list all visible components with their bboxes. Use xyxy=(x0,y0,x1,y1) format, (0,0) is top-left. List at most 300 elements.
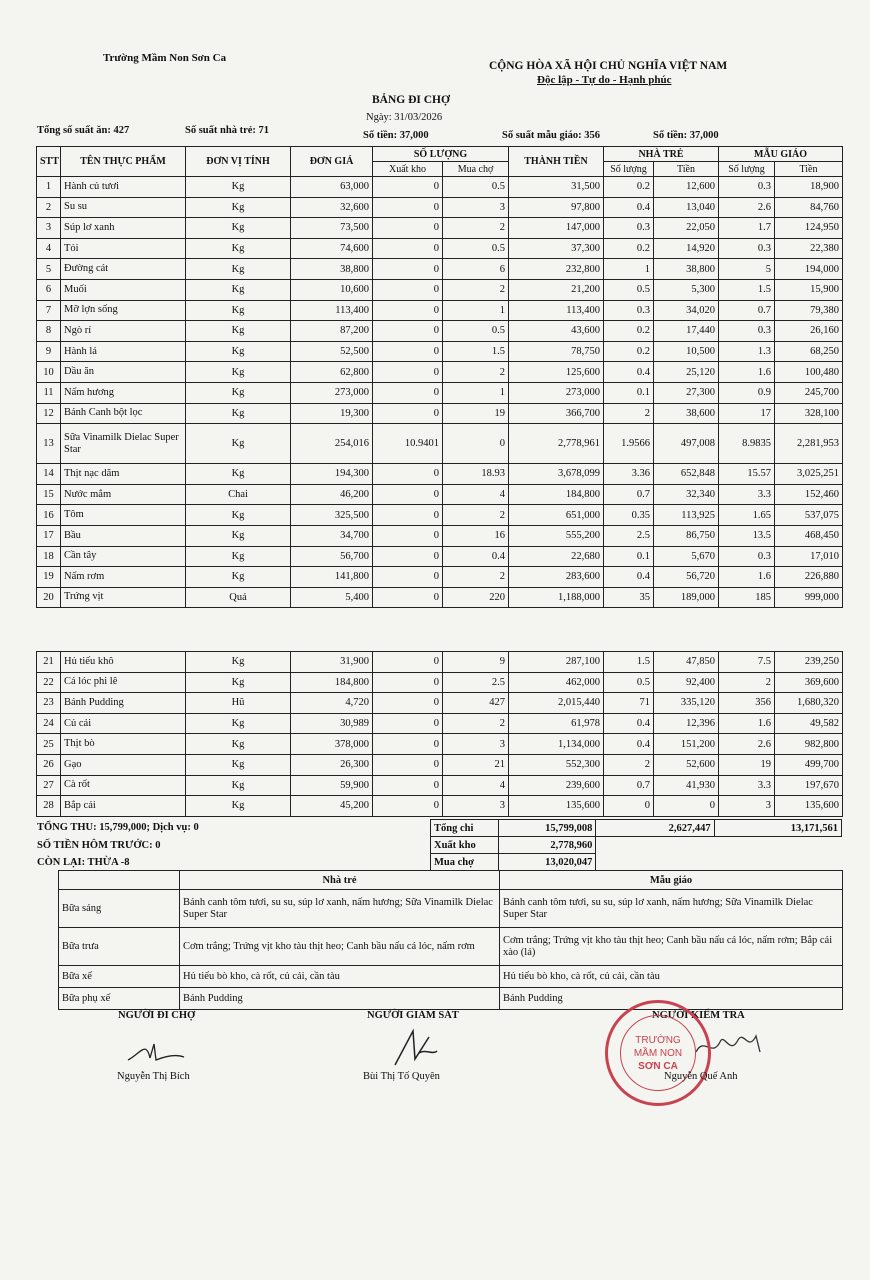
row-stt: 8 xyxy=(37,321,61,342)
row-xuatkho: 0 xyxy=(373,382,443,403)
col-nhatre: NHÀ TRẺ xyxy=(604,147,719,162)
row-nt-qty: 2.5 xyxy=(604,525,654,546)
row-name: Củ cải xyxy=(61,713,186,734)
row-unit: Kg xyxy=(186,218,291,239)
table-row xyxy=(37,693,843,714)
row-total: 239,600 xyxy=(509,775,604,796)
row-price: 141,800 xyxy=(291,567,373,588)
row-stt: 19 xyxy=(37,567,61,588)
row-nt-qty: 0.2 xyxy=(604,177,654,198)
nhatre-price: Số tiền: 37,000 xyxy=(363,130,429,141)
row-muacho: 0.4 xyxy=(443,546,509,567)
tongthu: TỔNG THU: 15,799,000; Dịch vụ: 0 xyxy=(37,822,199,833)
row-nt-money: 151,200 xyxy=(654,734,719,755)
row-xuatkho: 0 xyxy=(373,403,443,424)
row-mg-money: 84,760 xyxy=(775,197,843,218)
row-price: 5,400 xyxy=(291,587,373,608)
row-price: 378,000 xyxy=(291,734,373,755)
row-total: 147,000 xyxy=(509,218,604,239)
col-unit: ĐƠN VỊ TÍNH xyxy=(186,147,291,177)
row-total: 184,800 xyxy=(509,484,604,505)
row-price: 4,720 xyxy=(291,693,373,714)
row-stt: 9 xyxy=(37,341,61,362)
row-mg-qty: 1.5 xyxy=(719,279,775,300)
row-price: 59,900 xyxy=(291,775,373,796)
menu-row xyxy=(59,988,843,1010)
row-mg-money: 3,025,251 xyxy=(775,464,843,485)
row-stt: 2 xyxy=(37,197,61,218)
table-row xyxy=(37,424,843,464)
row-mg-qty: 3.3 xyxy=(719,484,775,505)
row-stt: 7 xyxy=(37,300,61,321)
row-nt-qty: 2 xyxy=(604,754,654,775)
col-xuatkho: Xuất kho xyxy=(373,162,443,177)
row-name: Sữa Vinamilk Dielac Super Star xyxy=(61,424,186,464)
row-unit: Kg xyxy=(186,259,291,280)
row-muacho: 2 xyxy=(443,218,509,239)
row-mg-money: 194,000 xyxy=(775,259,843,280)
row-total: 78,750 xyxy=(509,341,604,362)
row-muacho: 0 xyxy=(443,424,509,464)
row-stt: 14 xyxy=(37,464,61,485)
xuatkho-value: 2,778,960 xyxy=(498,837,596,854)
row-name: Cà rốt xyxy=(61,775,186,796)
menu-meal: Bữa trưa xyxy=(59,928,180,966)
stamp-line3: SƠN CA xyxy=(638,1060,678,1072)
menu-nhatre: Bánh canh tôm tươi, su su, súp lơ xanh, nấm hương; Sữa Vinamilk Dielac Super Star xyxy=(180,890,500,928)
row-muacho: 0.5 xyxy=(443,177,509,198)
row-nt-money: 12,396 xyxy=(654,713,719,734)
row-muacho: 16 xyxy=(443,525,509,546)
row-mg-qty: 0.9 xyxy=(719,382,775,403)
row-nt-money: 25,120 xyxy=(654,362,719,383)
row-total: 61,978 xyxy=(509,713,604,734)
menu-maugiao: Bánh canh tôm tươi, su su, súp lơ xanh, nấm hương; Sữa Vinamilk Dielac Super Star xyxy=(500,890,843,928)
row-stt: 28 xyxy=(37,796,61,817)
row-total: 552,300 xyxy=(509,754,604,775)
col-qty: SỐ LƯỢNG xyxy=(373,147,509,162)
row-nt-money: 38,800 xyxy=(654,259,719,280)
row-price: 325,500 xyxy=(291,505,373,526)
country-name: CỘNG HÒA XÃ HỘI CHỦ NGHĨA VIỆT NAM xyxy=(489,60,728,72)
row-xuatkho: 0 xyxy=(373,652,443,673)
row-mg-money: 15,900 xyxy=(775,279,843,300)
col-price: ĐƠN GIÁ xyxy=(291,147,373,177)
row-price: 87,200 xyxy=(291,321,373,342)
row-price: 63,000 xyxy=(291,177,373,198)
row-xuatkho: 0 xyxy=(373,713,443,734)
row-nt-money: 497,008 xyxy=(654,424,719,464)
col-total: THÀNH TIỀN xyxy=(509,147,604,177)
xuatkho-label: Xuất kho xyxy=(431,837,499,854)
school-name: Trường Mầm Non Sơn Ca xyxy=(103,52,227,64)
row-unit: Quả xyxy=(186,587,291,608)
row-mg-qty: 19 xyxy=(719,754,775,775)
row-stt: 17 xyxy=(37,525,61,546)
row-unit: Kg xyxy=(186,341,291,362)
menu-nhatre: Cơm trắng; Trứng vịt kho tàu thịt heo; Canh bầu nấu cá lóc, nấm rơm xyxy=(180,928,500,966)
maugiao-total: 13,171,561 xyxy=(772,820,842,837)
row-mg-money: 239,250 xyxy=(775,652,843,673)
table-row xyxy=(37,713,843,734)
row-stt: 15 xyxy=(37,484,61,505)
menu-nhatre: Bánh Pudding xyxy=(180,988,500,1010)
row-mg-money: 468,450 xyxy=(775,525,843,546)
row-price: 254,016 xyxy=(291,424,373,464)
row-mg-qty: 8.9835 xyxy=(719,424,775,464)
row-unit: Kg xyxy=(186,197,291,218)
menu-meal: Bữa phụ xế xyxy=(59,988,180,1010)
row-total: 273,000 xyxy=(509,382,604,403)
row-nt-qty: 0.1 xyxy=(604,382,654,403)
row-unit: Kg xyxy=(186,546,291,567)
row-nt-money: 10,500 xyxy=(654,341,719,362)
table-row xyxy=(37,546,843,567)
row-mg-qty: 0.3 xyxy=(719,238,775,259)
row-nt-money: 27,300 xyxy=(654,382,719,403)
page-title: BẢNG ĐI CHỢ xyxy=(372,94,450,106)
row-muacho: 3 xyxy=(443,796,509,817)
row-nt-qty: 1 xyxy=(604,259,654,280)
row-stt: 20 xyxy=(37,587,61,608)
row-unit: Kg xyxy=(186,796,291,817)
maugiao-meals: Số suất mẫu giáo: 356 xyxy=(502,130,601,141)
row-xuatkho: 0 xyxy=(373,197,443,218)
row-nt-qty: 1.5 xyxy=(604,652,654,673)
muacho-label: Mua chợ xyxy=(431,854,499,871)
row-xuatkho: 0 xyxy=(373,775,443,796)
table-row xyxy=(37,652,843,673)
tongchi-value: 15,799,008 xyxy=(498,820,596,837)
row-unit: Kg xyxy=(186,424,291,464)
row-price: 73,500 xyxy=(291,218,373,239)
row-mg-qty: 13.5 xyxy=(719,525,775,546)
row-mg-qty: 1.6 xyxy=(719,362,775,383)
summary-table xyxy=(430,819,842,871)
school-stamp xyxy=(605,1000,711,1106)
row-name: Tỏi xyxy=(61,238,186,259)
food-table-part2 xyxy=(36,651,843,817)
row-total: 651,000 xyxy=(509,505,604,526)
row-total: 232,800 xyxy=(509,259,604,280)
menu-meal: Bữa sáng xyxy=(59,890,180,928)
row-name: Bánh Pudding xyxy=(61,693,186,714)
table-row xyxy=(37,525,843,546)
row-price: 31,900 xyxy=(291,652,373,673)
row-unit: Kg xyxy=(186,177,291,198)
table-row xyxy=(37,259,843,280)
col-nt-soluong: Số lượng xyxy=(604,162,654,177)
row-nt-qty: 0.7 xyxy=(604,775,654,796)
row-name: Nấm hương xyxy=(61,382,186,403)
row-muacho: 2 xyxy=(443,279,509,300)
table-row xyxy=(37,197,843,218)
menu-nhatre: Hủ tiếu bò kho, cà rốt, củ cải, cần tàu xyxy=(180,966,500,988)
row-stt: 10 xyxy=(37,362,61,383)
row-unit: Kg xyxy=(186,775,291,796)
row-stt: 13 xyxy=(37,424,61,464)
row-name: Súp lơ xanh xyxy=(61,218,186,239)
row-price: 10,600 xyxy=(291,279,373,300)
row-mg-money: 2,281,953 xyxy=(775,424,843,464)
row-mg-qty: 3 xyxy=(719,796,775,817)
row-muacho: 2 xyxy=(443,505,509,526)
row-stt: 11 xyxy=(37,382,61,403)
row-stt: 1 xyxy=(37,177,61,198)
row-total: 43,600 xyxy=(509,321,604,342)
row-xuatkho: 0 xyxy=(373,362,443,383)
row-price: 46,200 xyxy=(291,484,373,505)
row-stt: 4 xyxy=(37,238,61,259)
row-mg-money: 79,380 xyxy=(775,300,843,321)
row-xuatkho: 0 xyxy=(373,505,443,526)
row-name: Dầu ăn xyxy=(61,362,186,383)
row-muacho: 0.5 xyxy=(443,238,509,259)
row-mg-qty: 0.3 xyxy=(719,321,775,342)
row-name: Su su xyxy=(61,197,186,218)
row-nt-qty: 0.2 xyxy=(604,238,654,259)
row-xuatkho: 0 xyxy=(373,218,443,239)
row-xuatkho: 0 xyxy=(373,177,443,198)
row-mg-qty: 1.6 xyxy=(719,713,775,734)
row-total: 21,200 xyxy=(509,279,604,300)
row-mg-qty: 7.5 xyxy=(719,652,775,673)
tongchi-label: Tổng chi xyxy=(431,820,499,837)
row-price: 38,800 xyxy=(291,259,373,280)
row-stt: 25 xyxy=(37,734,61,755)
homtruoc: SỐ TIỀN HÔM TRƯỚC: 0 xyxy=(37,840,161,851)
row-mg-qty: 1.3 xyxy=(719,341,775,362)
row-name: Nước mắm xyxy=(61,484,186,505)
row-unit: Kg xyxy=(186,754,291,775)
stamp-line2: MẦM NON xyxy=(633,1047,683,1059)
row-name: Cần tây xyxy=(61,546,186,567)
row-stt: 16 xyxy=(37,505,61,526)
row-stt: 26 xyxy=(37,754,61,775)
row-total: 2,015,440 xyxy=(509,693,604,714)
table-row xyxy=(37,218,843,239)
row-nt-qty: 0.4 xyxy=(604,734,654,755)
row-nt-money: 52,600 xyxy=(654,754,719,775)
row-mg-qty: 0.3 xyxy=(719,177,775,198)
row-nt-qty: 2 xyxy=(604,403,654,424)
row-muacho: 4 xyxy=(443,484,509,505)
row-stt: 5 xyxy=(37,259,61,280)
supervisor-title: NGƯỜI GIÁM SÁT xyxy=(367,1010,459,1021)
row-unit: Kg xyxy=(186,505,291,526)
table-row xyxy=(37,505,843,526)
row-muacho: 1.5 xyxy=(443,341,509,362)
row-mg-money: 499,700 xyxy=(775,754,843,775)
supervisor-signature xyxy=(385,1025,455,1070)
row-unit: Kg xyxy=(186,238,291,259)
col-name: TÊN THỰC PHẨM xyxy=(61,147,186,177)
row-mg-qty: 17 xyxy=(719,403,775,424)
row-name: Cá lóc phi lê xyxy=(61,672,186,693)
row-total: 462,000 xyxy=(509,672,604,693)
row-muacho: 3 xyxy=(443,197,509,218)
row-stt: 24 xyxy=(37,713,61,734)
row-nt-money: 14,920 xyxy=(654,238,719,259)
table-row xyxy=(37,567,843,588)
row-nt-qty: 0.4 xyxy=(604,197,654,218)
row-mg-money: 369,600 xyxy=(775,672,843,693)
nhatre-total: 2,627,447 xyxy=(647,820,714,837)
table-row xyxy=(37,279,843,300)
row-name: Hủ tiếu khô xyxy=(61,652,186,673)
row-nt-money: 47,850 xyxy=(654,652,719,673)
total-meals: Tổng số suất ăn: 427 xyxy=(37,125,130,136)
row-mg-qty: 2 xyxy=(719,672,775,693)
row-unit: Kg xyxy=(186,279,291,300)
row-xuatkho: 0 xyxy=(373,567,443,588)
row-nt-money: 41,930 xyxy=(654,775,719,796)
row-xuatkho: 0 xyxy=(373,754,443,775)
table-row xyxy=(37,672,843,693)
row-mg-money: 17,010 xyxy=(775,546,843,567)
row-mg-money: 124,950 xyxy=(775,218,843,239)
row-mg-money: 982,800 xyxy=(775,734,843,755)
row-nt-qty: 0.5 xyxy=(604,279,654,300)
row-mg-money: 328,100 xyxy=(775,403,843,424)
row-name: Đường cát xyxy=(61,259,186,280)
row-price: 45,200 xyxy=(291,796,373,817)
row-stt: 27 xyxy=(37,775,61,796)
row-mg-qty: 356 xyxy=(719,693,775,714)
row-nt-money: 56,720 xyxy=(654,567,719,588)
row-xuatkho: 10.9401 xyxy=(373,424,443,464)
row-name: Bầu xyxy=(61,525,186,546)
menu-maugiao: Bánh Pudding xyxy=(500,988,843,1010)
row-total: 113,400 xyxy=(509,300,604,321)
row-name: Trứng vịt xyxy=(61,587,186,608)
row-mg-money: 22,380 xyxy=(775,238,843,259)
row-total: 1,134,000 xyxy=(509,734,604,755)
menu-maugiao: Cơm trắng; Trứng vịt kho tàu thịt heo; Canh bầu nấu cá lóc, nấm rơm; Bắp cải xào (lá) xyxy=(500,928,843,966)
row-total: 97,800 xyxy=(509,197,604,218)
checker-name: Nguyễn Quế Anh xyxy=(664,1071,738,1082)
row-mg-money: 68,250 xyxy=(775,341,843,362)
menu-table xyxy=(58,870,843,1010)
row-name: Hành củ tươi xyxy=(61,177,186,198)
row-unit: Kg xyxy=(186,403,291,424)
row-mg-money: 197,670 xyxy=(775,775,843,796)
col-maugiao: MẪU GIÁO xyxy=(719,147,843,162)
row-total: 135,600 xyxy=(509,796,604,817)
row-nt-money: 17,440 xyxy=(654,321,719,342)
row-mg-qty: 0.3 xyxy=(719,546,775,567)
row-unit: Hũ xyxy=(186,693,291,714)
row-unit: Kg xyxy=(186,567,291,588)
row-total: 3,678,099 xyxy=(509,464,604,485)
row-stt: 3 xyxy=(37,218,61,239)
row-unit: Chai xyxy=(186,484,291,505)
row-price: 30,989 xyxy=(291,713,373,734)
row-name: Nấm rơm xyxy=(61,567,186,588)
row-mg-qty: 1.7 xyxy=(719,218,775,239)
row-xuatkho: 0 xyxy=(373,546,443,567)
row-muacho: 2 xyxy=(443,567,509,588)
row-price: 113,400 xyxy=(291,300,373,321)
row-nt-money: 189,000 xyxy=(654,587,719,608)
col-mg-soluong: Số lượng xyxy=(719,162,775,177)
col-mg-tien: Tiền xyxy=(775,162,843,177)
table-row xyxy=(37,464,843,485)
row-nt-qty: 3.36 xyxy=(604,464,654,485)
row-muacho: 18.93 xyxy=(443,464,509,485)
row-stt: 12 xyxy=(37,403,61,424)
row-xuatkho: 0 xyxy=(373,672,443,693)
checker-title: NGƯỜI KIỂM TRA xyxy=(652,1010,745,1021)
row-muacho: 0.5 xyxy=(443,321,509,342)
row-unit: Kg xyxy=(186,464,291,485)
table-row xyxy=(37,341,843,362)
row-mg-money: 152,460 xyxy=(775,484,843,505)
row-nt-qty: 0.4 xyxy=(604,713,654,734)
table-row xyxy=(37,775,843,796)
row-nt-money: 5,300 xyxy=(654,279,719,300)
menu-row xyxy=(59,890,843,928)
menu-meal: Bữa xế xyxy=(59,966,180,988)
buyer-name: Nguyễn Thị Bích xyxy=(117,1071,190,1082)
row-xuatkho: 0 xyxy=(373,279,443,300)
table-row xyxy=(37,177,843,198)
row-muacho: 19 xyxy=(443,403,509,424)
menu-head-nhatre: Nhà trẻ xyxy=(180,871,500,890)
row-price: 26,300 xyxy=(291,754,373,775)
row-nt-qty: 0.7 xyxy=(604,484,654,505)
row-name: Gạo xyxy=(61,754,186,775)
row-price: 74,600 xyxy=(291,238,373,259)
row-mg-qty: 0.7 xyxy=(719,300,775,321)
row-mg-money: 245,700 xyxy=(775,382,843,403)
col-nt-tien: Tiền xyxy=(654,162,719,177)
table-row xyxy=(37,321,843,342)
row-mg-money: 18,900 xyxy=(775,177,843,198)
col-stt: STT xyxy=(37,147,61,177)
row-nt-money: 92,400 xyxy=(654,672,719,693)
row-nt-qty: 0.2 xyxy=(604,341,654,362)
row-unit: Kg xyxy=(186,734,291,755)
row-muacho: 2 xyxy=(443,362,509,383)
row-unit: Kg xyxy=(186,713,291,734)
row-total: 555,200 xyxy=(509,525,604,546)
date: Ngày: 31/03/2026 xyxy=(366,112,443,123)
row-mg-money: 1,680,320 xyxy=(775,693,843,714)
motto: Độc lập - Tự do - Hạnh phúc xyxy=(537,74,672,86)
row-nt-qty: 0.1 xyxy=(604,546,654,567)
row-xuatkho: 0 xyxy=(373,525,443,546)
row-nt-money: 12,600 xyxy=(654,177,719,198)
row-unit: Kg xyxy=(186,652,291,673)
row-nt-money: 22,050 xyxy=(654,218,719,239)
row-muacho: 9 xyxy=(443,652,509,673)
row-muacho: 3 xyxy=(443,734,509,755)
table-row xyxy=(37,754,843,775)
row-xuatkho: 0 xyxy=(373,734,443,755)
row-mg-qty: 2.6 xyxy=(719,197,775,218)
table-row xyxy=(37,796,843,817)
row-total: 287,100 xyxy=(509,652,604,673)
row-mg-money: 226,880 xyxy=(775,567,843,588)
supervisor-name: Bùi Thị Tố Quyên xyxy=(363,1071,440,1082)
row-unit: Kg xyxy=(186,300,291,321)
row-muacho: 21 xyxy=(443,754,509,775)
row-nt-money: 32,340 xyxy=(654,484,719,505)
row-muacho: 2 xyxy=(443,713,509,734)
row-total: 22,680 xyxy=(509,546,604,567)
row-name: Bắp cải xyxy=(61,796,186,817)
